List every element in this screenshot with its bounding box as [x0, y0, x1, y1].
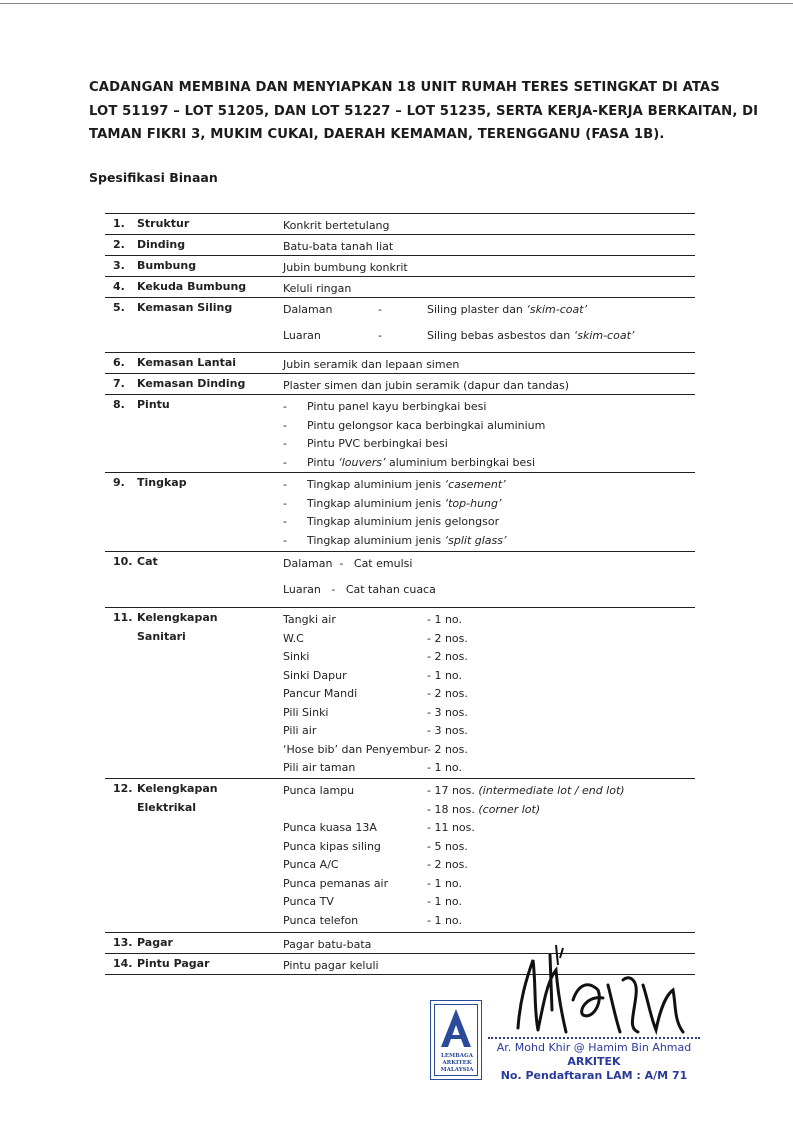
- row-number: 11.: [113, 611, 133, 624]
- row-label: Struktur: [137, 217, 190, 230]
- item-qty: - 2 nos.: [427, 631, 468, 645]
- list-item: [307, 495, 502, 514]
- item-qty-italic: (intermediate lot / end lot): [478, 784, 625, 797]
- row-number: 5.: [113, 301, 125, 314]
- specification-table: [105, 213, 695, 975]
- list-item: [283, 741, 693, 760]
- item-name: Pili air: [283, 724, 317, 737]
- item-qty: - 1 no.: [427, 761, 462, 774]
- top-border-line: [0, 3, 793, 4]
- row-number: 9.: [113, 476, 125, 489]
- sub-dash: -: [378, 329, 382, 342]
- row-label-line: Sanitari: [137, 630, 186, 643]
- list-item: [283, 875, 693, 894]
- title-line-1: CADANGAN MEMBINA DAN MENYIAPKAN 18 UNIT RUMAH TERES SETINGKAT DI ATAS: [89, 80, 720, 95]
- spec-row-pintu: [105, 394, 695, 472]
- row-label: Pintu: [137, 398, 170, 411]
- item-name: Pancur Mandi: [283, 687, 358, 700]
- sub-label: Dalaman: [283, 303, 333, 316]
- signature-line: [488, 1037, 700, 1039]
- list-item-text: Tingkap aluminium jenis: [307, 533, 445, 547]
- item-name: Pili air taman: [283, 761, 356, 774]
- spec-row-kekuda-bumbung: [105, 276, 695, 297]
- item-name: W.C: [283, 631, 304, 645]
- list-item: Pintu panel kayu berbingkai besi: [307, 400, 487, 413]
- bullet-dash: -: [283, 533, 287, 547]
- bullet-dash: -: [283, 437, 287, 450]
- list-item-text: Tingkap aluminium jenis: [307, 478, 445, 491]
- sub-line: Dalaman - Cat emulsi: [283, 557, 413, 570]
- bullet-dash: -: [283, 478, 287, 491]
- row-value: Pagar batu-bata: [283, 938, 372, 951]
- lam-logo-icon: [435, 1005, 477, 1051]
- row-label-line: Elektrikal: [137, 801, 197, 814]
- row-label-line: Kelengkapan: [137, 782, 218, 795]
- spec-row-kemasan-lantai: [105, 352, 695, 373]
- row-value: Konkrit bertetulang: [283, 219, 390, 232]
- item-name: Punca TV: [283, 895, 334, 908]
- spec-row-kemasan-dinding: [105, 373, 695, 394]
- item-qty: - 2 nos.: [427, 650, 468, 663]
- item-name: Punca A/C: [283, 858, 339, 871]
- stamp-text: [435, 1053, 479, 1074]
- item-name: Punca lampu: [283, 784, 355, 797]
- spec-row-cat: [105, 551, 695, 607]
- title-line-3: TAMAN FIKRI 3, MUKIM CUKAI, DAERAH KEMAMAN, TERENGGANU (FASA 1B).: [89, 127, 665, 142]
- row-label: Bumbung: [137, 259, 197, 272]
- spec-row-kemasan-siling: [105, 297, 695, 352]
- item-qty: - 2 nos.: [427, 858, 468, 871]
- list-item-italic: ‘louvers’: [338, 455, 386, 469]
- stamp-line: ARKITEK: [442, 1060, 472, 1066]
- item-name: Pili Sinki: [283, 705, 329, 719]
- architect-registration: No. Pendaftaran LAM : A/M 71: [500, 1069, 688, 1082]
- item-qty: - 3 nos.: [427, 724, 468, 737]
- spec-row-kelengkapan-elektrikal: [105, 778, 695, 932]
- architect-role: ARKITEK: [567, 1055, 621, 1068]
- row-label: Dinding: [137, 238, 186, 251]
- item-name: Sinki Dapur: [283, 668, 347, 682]
- list-item: [283, 685, 693, 704]
- list-item-italic: ‘top-hung’: [444, 496, 502, 510]
- item-qty: - 11 nos.: [427, 821, 475, 834]
- row-number: 3.: [113, 259, 125, 272]
- row-value: Keluli ringan: [283, 282, 352, 295]
- bullet-dash: -: [283, 455, 287, 469]
- lam-stamp: [430, 1000, 482, 1080]
- row-label: [137, 608, 282, 646]
- architect-block: [488, 1041, 700, 1083]
- item-name: ‘Hose bib’ dan Penyembur: [283, 742, 429, 756]
- list-item: Pintu gelongsor kaca berbingkai aluminium: [307, 418, 546, 432]
- list-item: [283, 819, 693, 838]
- spec-row-kelengkapan-sanitari: [105, 607, 695, 778]
- stamp-frame: [434, 1004, 478, 1076]
- list-item: Tingkap aluminium jenis gelongsor: [307, 515, 500, 528]
- row-value: Pintu pagar keluli: [283, 959, 379, 972]
- item-qty: - 17 nos.: [427, 784, 479, 797]
- list-item: [283, 856, 693, 875]
- row-label-line: Kelengkapan: [137, 611, 218, 624]
- row-label: Kemasan Siling: [137, 301, 233, 314]
- list-item: [283, 782, 693, 801]
- list-item: Pintu PVC berbingkai besi: [307, 437, 448, 450]
- sub-value-italic: ‘skim-coat’: [573, 329, 635, 342]
- sub-dash: -: [378, 303, 382, 316]
- list-item-text: aluminium berbingkai besi: [385, 455, 536, 469]
- sub-value-italic: ‘skim-coat’: [526, 303, 588, 316]
- list-item: [283, 838, 693, 857]
- row-label: [137, 779, 282, 817]
- row-number: 8.: [113, 398, 125, 411]
- sub-label: Luaran: [283, 329, 321, 342]
- document-title: [89, 76, 759, 147]
- row-number: 12.: [113, 782, 133, 795]
- item-qty: - 3 nos.: [427, 705, 468, 719]
- item-qty: - 1 no.: [427, 913, 462, 927]
- sanitari-list: [283, 611, 693, 778]
- item-qty: - 18 nos.: [427, 802, 479, 816]
- item-name: Punca kipas siling: [283, 839, 381, 853]
- item-qty: - 1 no.: [427, 613, 462, 626]
- list-item: [283, 648, 693, 667]
- list-item: [283, 759, 693, 778]
- item-name: Punca kuasa 13A: [283, 821, 377, 834]
- sub-line: Luaran - Cat tahan cuaca: [283, 583, 436, 596]
- sub-value: Siling plaster dan: [427, 303, 527, 316]
- list-item-italic: ‘split glass’: [444, 533, 507, 547]
- list-item: [283, 704, 693, 723]
- row-label: Cat: [137, 555, 158, 568]
- list-item: [307, 476, 506, 495]
- item-name: Sinki: [283, 650, 310, 663]
- row-value: Jubin seramik dan lepaan simen: [283, 358, 460, 371]
- bullet-dash: -: [283, 515, 287, 528]
- row-number: 6.: [113, 356, 125, 369]
- item-name: Tangki air: [283, 613, 336, 626]
- list-item-text: Pintu: [307, 455, 339, 469]
- row-number: 7.: [113, 377, 125, 390]
- spec-row-tingkap: [105, 472, 695, 551]
- list-item: [283, 801, 693, 820]
- item-qty: - 1 no.: [427, 668, 462, 682]
- list-item-text: Tingkap aluminium jenis: [307, 496, 445, 510]
- row-value: Batu-bata tanah liat: [283, 240, 394, 253]
- spec-row-dinding: [105, 234, 695, 255]
- row-label: Kemasan Dinding: [137, 377, 246, 390]
- row-number: 14.: [113, 957, 133, 970]
- list-item: [283, 611, 693, 630]
- item-qty: - 2 nos.: [427, 687, 468, 700]
- list-item: [307, 454, 535, 473]
- section-heading: Spesifikasi Binaan: [89, 170, 218, 185]
- elektrikal-list: [283, 782, 693, 930]
- row-value: Jubin bumbung konkrit: [283, 261, 408, 274]
- title-line-2: LOT 51197 – LOT 51205, DAN LOT 51227 – LOT 51235, SERTA KERJA-KERJA BERKAITAN, DI: [89, 103, 759, 119]
- list-item: [283, 667, 693, 686]
- item-qty: - 2 nos.: [427, 742, 468, 756]
- row-label: Pintu Pagar: [137, 957, 210, 970]
- item-qty-italic: (corner lot): [478, 802, 541, 816]
- bullet-dash: -: [283, 496, 287, 510]
- item-name: Punca pemanas air: [283, 876, 389, 890]
- list-item: [283, 630, 693, 649]
- row-number: 10.: [113, 555, 133, 568]
- stamp-line: MALAYSIA: [440, 1067, 474, 1073]
- row-number: 2.: [113, 238, 125, 251]
- row-number: 13.: [113, 936, 133, 949]
- bullet-dash: -: [283, 400, 287, 413]
- spec-row-struktur: [105, 213, 695, 234]
- item-qty: - 1 no.: [427, 876, 462, 890]
- row-label: Tingkap: [137, 476, 187, 489]
- row-number: 4.: [113, 280, 125, 293]
- bullet-dash: -: [283, 418, 287, 432]
- spec-row-bumbung: [105, 255, 695, 276]
- list-item-italic: ‘casement’: [444, 478, 506, 491]
- list-item: [307, 532, 507, 551]
- row-value: Plaster simen dan jubin seramik (dapur dan tandas): [283, 379, 570, 392]
- row-number: 1.: [113, 217, 125, 230]
- item-name: Punca telefon: [283, 913, 359, 927]
- row-label: Kekuda Bumbung: [137, 280, 247, 293]
- sub-value: Siling bebas asbestos dan: [427, 329, 574, 342]
- list-item: [283, 722, 693, 741]
- row-label: Kemasan Lantai: [137, 356, 237, 369]
- item-qty: - 5 nos.: [427, 839, 468, 853]
- signature-icon: [478, 940, 708, 1040]
- list-item: [283, 893, 693, 912]
- list-item: [283, 912, 693, 931]
- row-label: Pagar: [137, 936, 173, 949]
- architect-name: Ar. Mohd Khir @ Hamim Bin Ahmad: [496, 1041, 692, 1054]
- item-qty: - 1 no.: [427, 895, 462, 908]
- stamp-line: LEMBAGA: [440, 1053, 474, 1059]
